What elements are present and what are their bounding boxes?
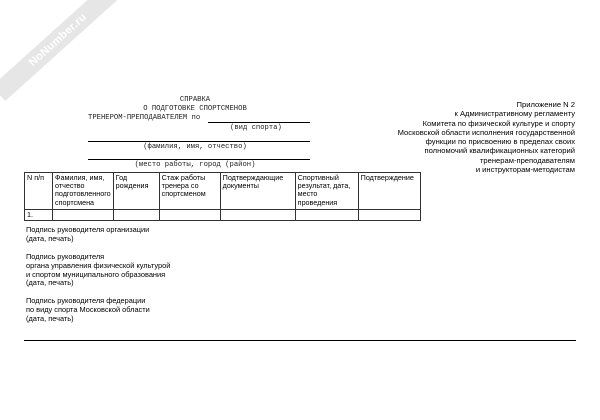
cell[interactable]: 1.: [25, 210, 53, 221]
watermark: NoNumber.ru: [0, 0, 124, 101]
signature-line: и спортом муниципального образования: [26, 269, 166, 279]
sport-hint: (вид спорта): [230, 124, 282, 132]
title-line: ТРЕНЕРОМ-ПРЕПОДАВАТЕЛЕМ по: [88, 114, 201, 122]
name-field[interactable]: [88, 133, 310, 142]
annex-header: [398, 100, 575, 174]
athletes-table: [24, 172, 421, 221]
signature-line: Подпись руководителя: [26, 252, 105, 261]
signature-line: органа управления физической культурой: [26, 260, 171, 270]
annex-line: и инструкторам-методистам: [475, 165, 575, 175]
signature-organization: [26, 226, 149, 244]
signature-line: Подпись руководителя организации: [26, 225, 150, 234]
cell[interactable]: [159, 210, 220, 221]
annex-line: Комитета по физической культуре и спорту: [422, 118, 575, 128]
header-cell: Стаж работы тренера со спортсменом: [159, 173, 220, 210]
cell[interactable]: [358, 210, 420, 221]
cell[interactable]: [220, 210, 295, 221]
annex-line: Московской области исполнения государственной: [397, 127, 575, 137]
signature-line: Подпись руководителя федерации: [26, 296, 146, 305]
signature-line: по виду спорта Московской области: [26, 304, 150, 314]
workplace-field[interactable]: [88, 153, 310, 160]
cell[interactable]: [53, 210, 114, 221]
header-cell: Год рождения: [113, 173, 159, 210]
table-header-row: [25, 173, 421, 210]
divider: [24, 340, 576, 341]
annex-line: полномочий квалификационных категорий: [424, 146, 575, 156]
signature-line: (дата, печать): [26, 233, 74, 243]
signature-line: (дата, печать): [26, 278, 74, 288]
cell[interactable]: [113, 210, 159, 221]
title-line: СПРАВКА: [179, 96, 211, 104]
signature-line: (дата, печать): [26, 313, 74, 323]
header-cell: Подтверждающие документы: [220, 173, 295, 210]
signature-federation: [26, 297, 150, 323]
title-line: О ПОДГОТОВКЕ СПОРТСМЕНОВ: [143, 105, 247, 113]
cell[interactable]: [295, 210, 358, 221]
annex-line: функции по присвоению в пределах своих: [425, 137, 575, 147]
sport-field[interactable]: [208, 114, 310, 123]
annex-line: Приложение N 2: [516, 100, 575, 109]
document-title: [80, 96, 310, 171]
signature-municipal: [26, 253, 170, 288]
annex-line: к Административному регламенту: [454, 109, 575, 119]
header-cell: Фамилия, имя, отчество подготовленного спортсмена: [53, 173, 114, 210]
header-cell: N п/п: [25, 173, 53, 210]
header-cell: Спортивный результат, дата, место проведения: [295, 173, 358, 210]
annex-line: тренерам-преподавателям: [479, 155, 575, 165]
header-cell: Подтверждение: [358, 173, 420, 210]
workplace-hint: (место работы, город (район): [134, 161, 256, 169]
table-row: [25, 210, 421, 221]
name-hint: (фамилия, имя, отчество): [143, 143, 247, 151]
